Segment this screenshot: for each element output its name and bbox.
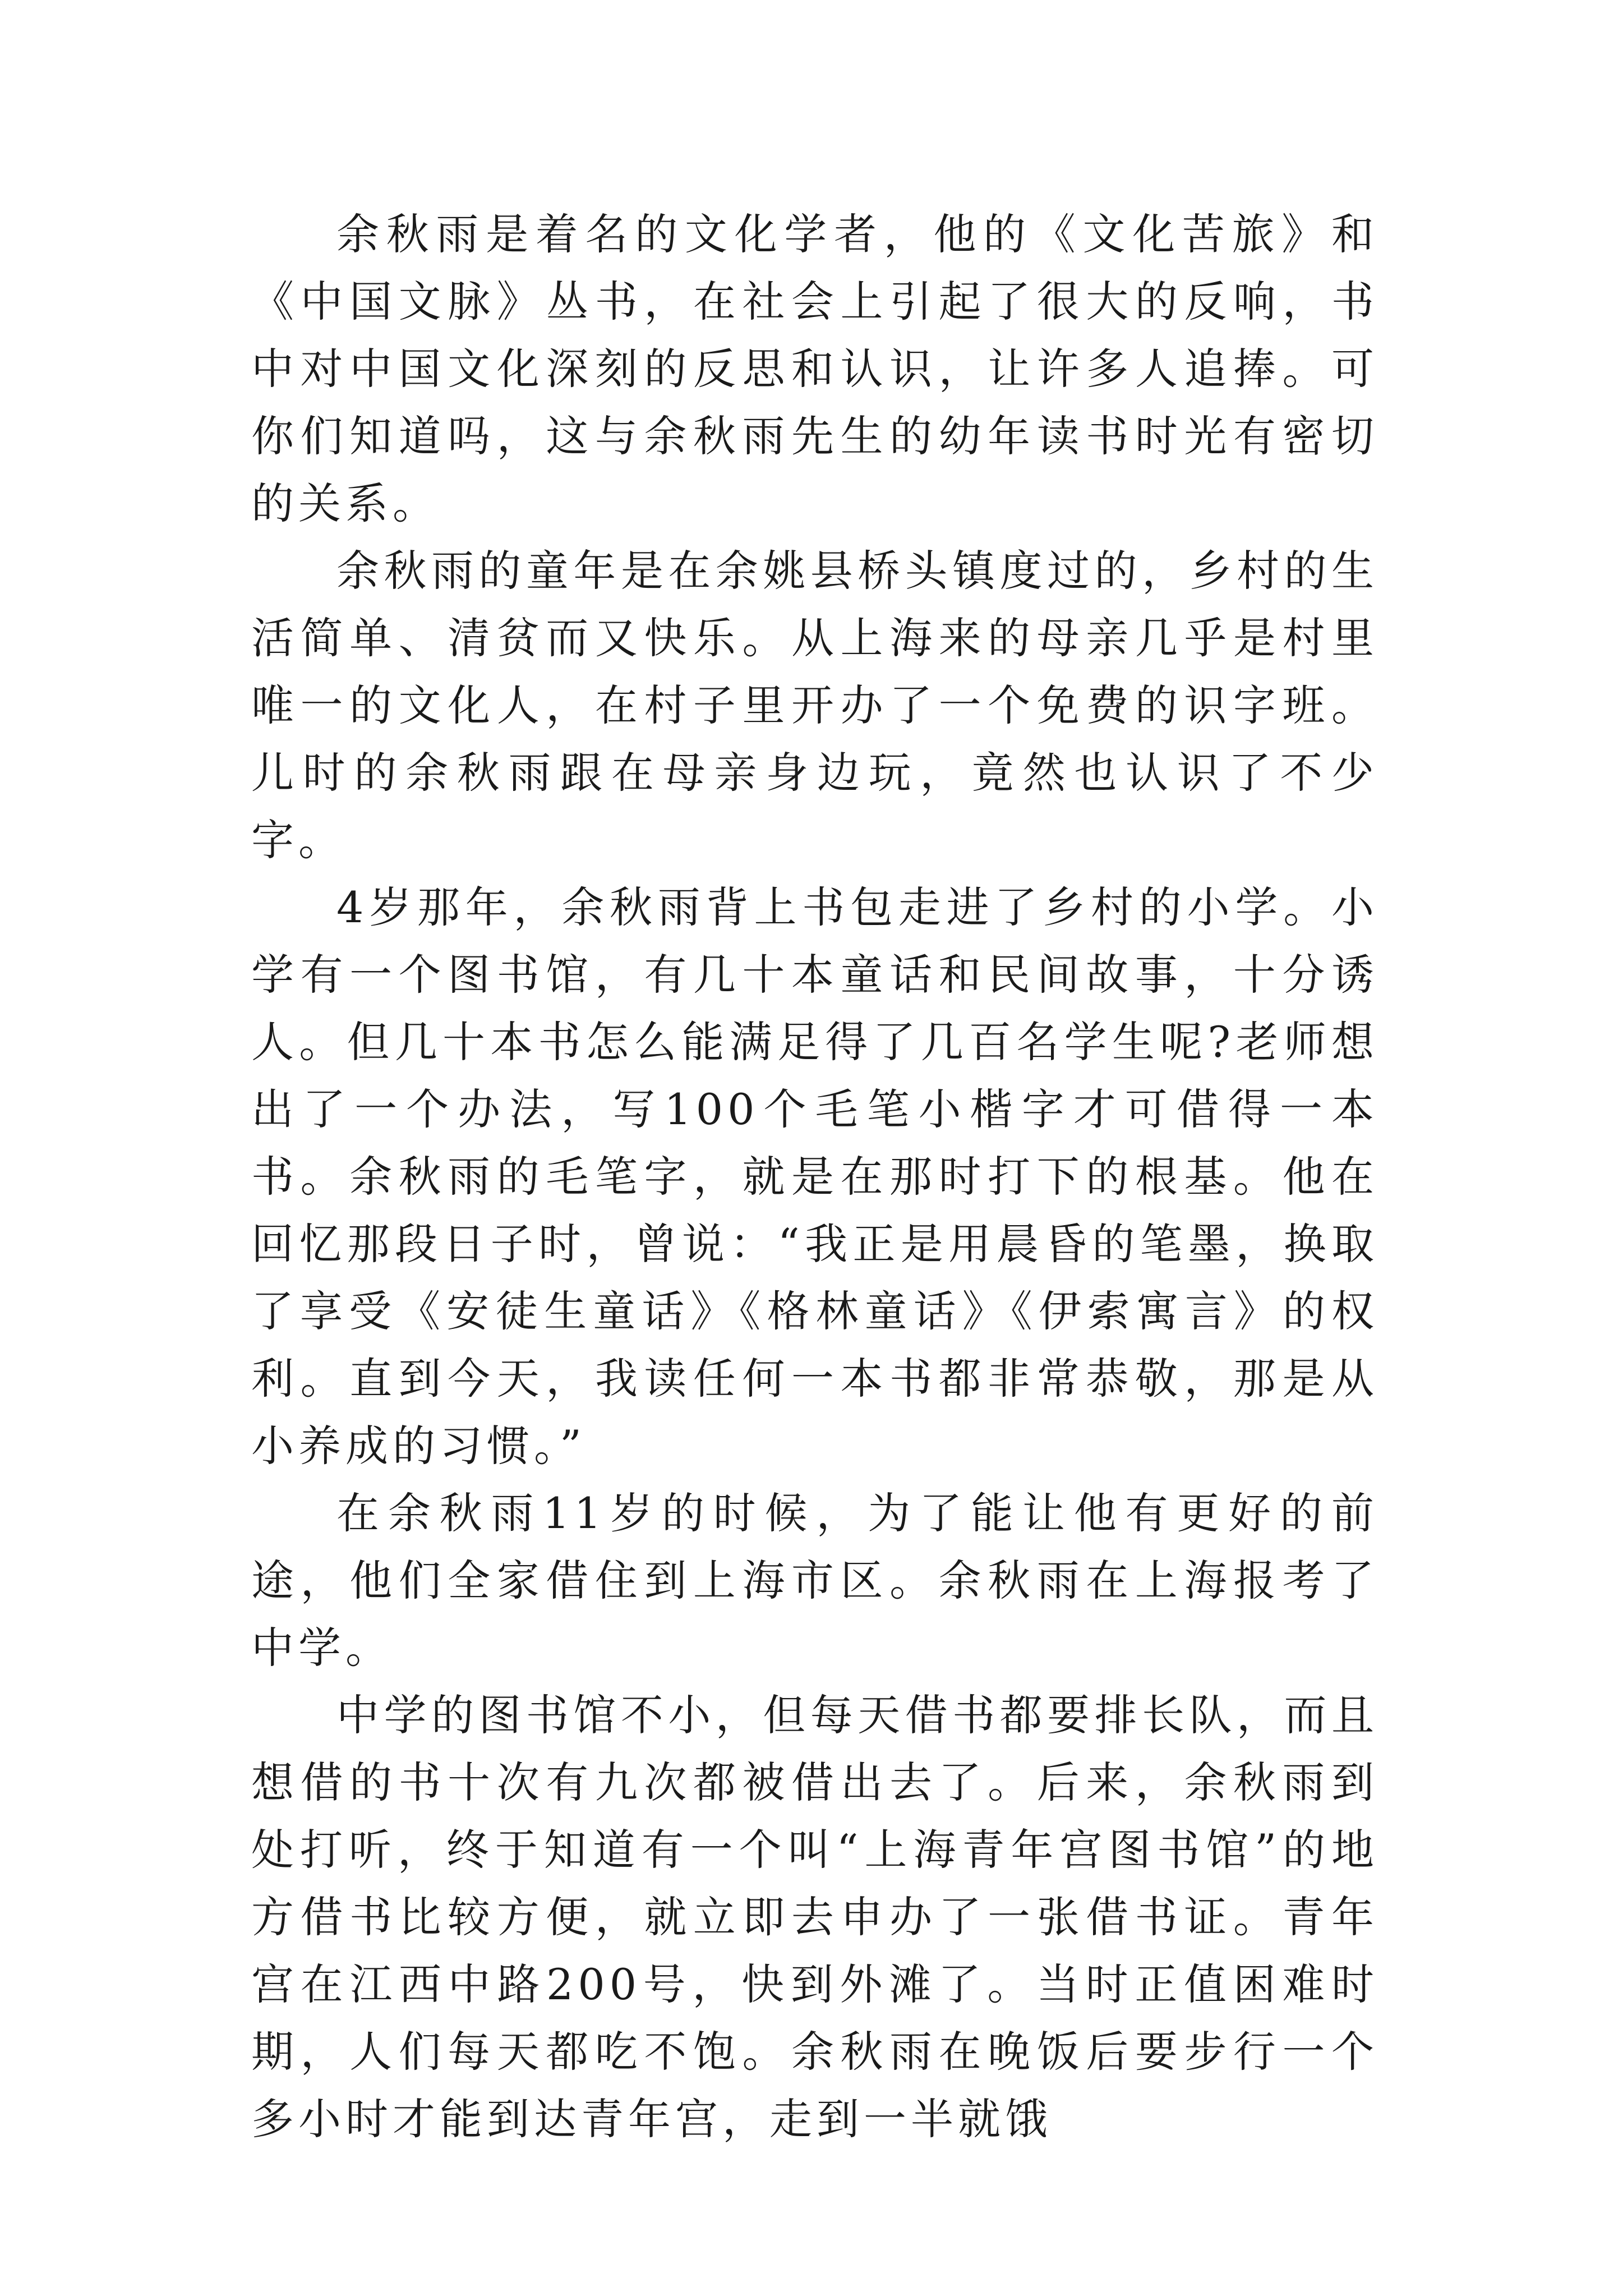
paragraph: 在余秋雨11岁的时候，为了能让他有更好的前途，他们全家借住到上海市区。余秋雨在上海报考了中学。 [251, 1488, 1378, 1673]
paragraph: 余秋雨是着名的文化学者，他的《文化苦旅》和《中国文脉》丛书，在社会上引起了很大的反响，书中对中国文化深刻的反思和认识，让许多人追捧。可你们知道吗，这与余秋雨先生的幼年读书时光有密切的关系。 [251, 209, 1378, 528]
paragraph: 4岁那年，余秋雨背上书包走进了乡村的小学。小学有一个图书馆，有几十本童话和民间故事，十分诱人。但几十本书怎么能满足得了几百名学生呢?老师想出了一个办法，写100个毛笔小楷字才可借得一本书。余秋雨的毛笔字，就是在那时打下的根基。他在回忆那段日子时，曾说：“我正是用晨昏的笔墨，换取了享受《安徒生童话》《格林童话》《伊索寓言》的权利。直到今天，我读任何一本书都非常恭敬，那是从小养成的习惯。” [251, 882, 1378, 1471]
paragraph: 中学的图书馆不小，但每天借书都要排长队，而且想借的书十次有九次都被借出去了。后来，余秋雨到处打听，终于知道有一个叫“上海青年宫图书馆”的地方借书比较方便，就立即去申办了一张借书证。青年宫在江西中路200号，快到外滩了。当时正值困难时期，人们每天都吃不饱。余秋雨在晚饭后要步行一个多小时才能到达青年宫，走到一半就饿 [251, 1690, 1378, 2144]
document-body [251, 201, 1378, 2153]
paragraph: 余秋雨的童年是在余姚县桥头镇度过的，乡村的生活简单、清贫而又快乐。从上海来的母亲几乎是村里唯一的文化人，在村子里开办了一个免费的识字班。儿时的余秋雨跟在母亲身边玩，竟然也认识了不少字。 [251, 546, 1378, 865]
